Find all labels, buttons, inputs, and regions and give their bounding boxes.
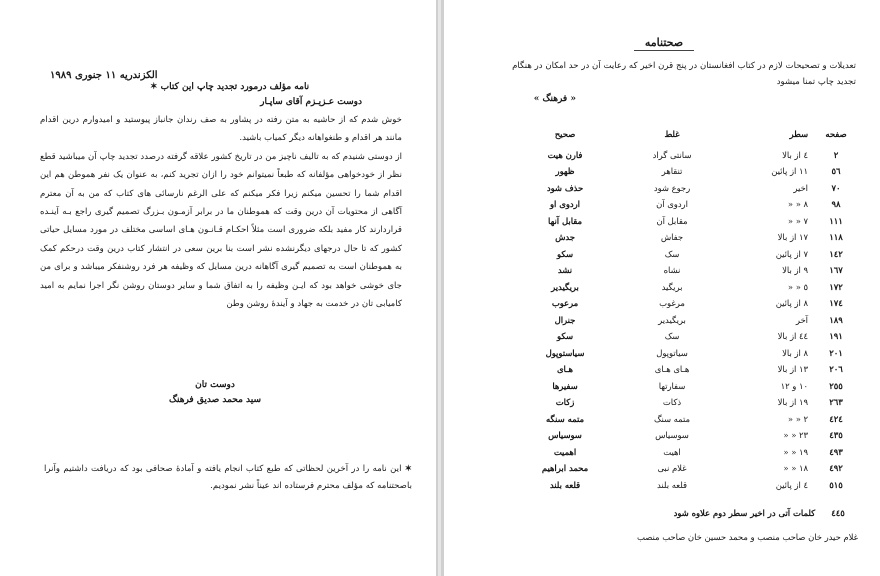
header-right: صحیح xyxy=(554,129,576,140)
table-row xyxy=(502,196,858,213)
header-wrong: غلط xyxy=(664,129,680,140)
heading-underline xyxy=(634,50,694,51)
errata-rows xyxy=(502,147,858,494)
cell-page: ۱٦۷ xyxy=(829,265,843,276)
table-row xyxy=(502,361,858,378)
cell-wrong: سانتی گراد xyxy=(652,149,692,160)
letter-closing: دوست تان xyxy=(195,380,235,390)
extra-page-number: ٤٤٥ xyxy=(831,508,845,518)
errata-author: « فرهنگ » xyxy=(533,94,576,104)
letter-paragraph-2: از دوستی شنیدم که به تالیف ناچیز من در تاریخ کشور علاقه گرفته درصدد تجدید چاپ آن میباشید قطع نظر از خودخواهی مؤلفانه که طبعاً نمیتوانم خود را ازان تجرید کنم، به عنوان یک نفر هموطن هم این اقدام شما را تحسین میکنم زیرا فکر میکنم که علی الرغم نارسائی های کتاب که من به آن معترم آگاهی از محتویات آن درین وقت که هموطنان ما در برابر آزمـون بـزرگ تصمیم گیری راجع بـه آینـده قراردارند کار مفید بلکه ضروری است مثلاً احکـام قـانـون هـای اساسی مختلف در مورد مسایل حیاتی کشور که تا حال درجهای دیگرنشده نشر است بنا برین سعی در انتشار کتاب درین وقت درحکم کمک به هموطنان است به تصمیم گیری آگاهانه درین مسایل که وظیفه هر فرد روشنفکر میباشد و برای من جای خوشی خواهد بود که ایـن وظیفه را به اتفاق شما و سایر دوستان روشن نگر اجرا نمایم به امید کامیابی تان در خدمت به جهاد و آیندهٔ روشن وطن xyxy=(40,151,402,310)
cell-right: سکو xyxy=(557,248,573,259)
cell-page: ۲۰۱ xyxy=(829,347,843,358)
table-row xyxy=(502,444,858,461)
cell-line: ۲ « « xyxy=(787,413,808,424)
cell-wrong: سفارتها xyxy=(658,380,686,391)
cell-line: ۱۰ و ۱۲ xyxy=(780,380,808,391)
cell-right: جنرال xyxy=(554,314,576,325)
letter-signature: سید محمد صدیق فرهنگ xyxy=(168,395,262,405)
cell-page: ۷۰ xyxy=(831,182,841,193)
cell-line: ۹ از بالا xyxy=(782,265,808,276)
cell-page: ٥۱٥ xyxy=(829,479,843,490)
cell-line: ٤ از پائین xyxy=(775,479,808,490)
cell-wrong: بریگیدیر xyxy=(658,314,686,325)
cell-line: ۱۸ « « xyxy=(783,463,808,474)
footnote xyxy=(44,461,412,495)
cell-page: ۱۱۸ xyxy=(829,232,843,243)
errata-heading: صحتنامه xyxy=(644,36,684,49)
table-row xyxy=(502,213,858,230)
cell-page: ٤۳٥ xyxy=(829,430,843,441)
header-page: صفحه xyxy=(825,129,847,140)
cell-right: جدش xyxy=(555,232,575,243)
table-row xyxy=(502,411,858,428)
letter-signature-block xyxy=(140,378,290,408)
cell-page: ۲ xyxy=(833,149,839,160)
cell-wrong: رجوع شود xyxy=(653,182,691,193)
cell-page: ۱۸۹ xyxy=(829,314,843,325)
letter-paragraph-1: خوش شدم که از حاشیه به متن رفته در پشاور به صف رندان جانباز پیوستید و امیدوارم درین اقدام مانند هر اقدام و طنغواهانه دیگر کمیاب باشید. xyxy=(40,115,402,144)
cell-right: حذف شود xyxy=(546,182,584,193)
cell-page: ۱۹۱ xyxy=(829,331,843,342)
cell-page: ٤٢٤ xyxy=(829,413,843,424)
cell-line: ۱۷ از بالا xyxy=(777,232,808,243)
cell-page: ٤٩٣ xyxy=(829,446,843,457)
cell-page: ٤٩۲ xyxy=(829,463,843,474)
cell-wrong: اهیت xyxy=(663,446,681,457)
cell-page: ۲۰٦ xyxy=(829,364,843,375)
cell-wrong: بریگید xyxy=(661,281,683,292)
cell-right: سوسیاس xyxy=(548,430,582,441)
left-page xyxy=(0,0,436,576)
cell-right: قلعه بلند xyxy=(549,479,581,490)
cell-wrong: جفاش xyxy=(660,232,684,243)
cell-line: ٥ « « xyxy=(787,281,808,292)
table-row xyxy=(502,229,858,246)
cell-wrong: قلعه بلند xyxy=(657,479,687,490)
header-line: سطر xyxy=(789,129,808,140)
cell-page: ۱۷۲ xyxy=(829,281,843,292)
footnote-star-icon: ✶ xyxy=(404,464,412,474)
table-row xyxy=(502,312,858,329)
table-row xyxy=(502,246,858,263)
cell-right: اهمیت xyxy=(553,446,577,457)
table-row xyxy=(502,262,858,279)
cell-right: ظهور xyxy=(555,166,575,177)
letter-greeting: دوست عـزیـزم آقای ساپـار xyxy=(260,97,362,107)
cell-right: بریگیدیر xyxy=(551,281,579,292)
cell-line: ٤ از بالا xyxy=(782,149,808,160)
cell-right: متمه سنگه xyxy=(546,413,584,424)
table-row xyxy=(502,295,858,312)
table-row xyxy=(502,477,858,494)
errata-table-header xyxy=(502,126,858,143)
cell-wrong: سک xyxy=(664,331,680,342)
table-row xyxy=(502,427,858,444)
cell-right: سیاستوپول xyxy=(545,347,585,358)
table-row xyxy=(502,279,858,296)
cell-line: ۷ از پائین xyxy=(775,248,808,259)
cell-wrong: متمه سنگ xyxy=(653,413,691,424)
right-page xyxy=(444,0,880,576)
cell-page: ۹۸ xyxy=(831,199,841,210)
table-row xyxy=(502,378,858,395)
cell-wrong: اردوی آن xyxy=(656,199,688,210)
table-row xyxy=(502,460,858,477)
cell-line: ۱۱ از پائین xyxy=(771,166,808,177)
cell-wrong: ذکات xyxy=(662,397,682,408)
book-gutter xyxy=(436,0,444,576)
cell-right: مقابل آنها xyxy=(548,215,582,226)
cell-wrong: غلام نبی xyxy=(657,463,687,474)
cell-line: ۱۹ از بالا xyxy=(777,397,808,408)
cell-right: مرعوب xyxy=(551,298,579,309)
footnote-text: این نامه را در آخرین لحظاتی که طبع کتاب انجام یافته و آمادهٔ صحافی بود که دریافت داشتیم وآنرا باصحتنامه که مؤلف محترم فرستاده اند عیناً نشر نمودیم. xyxy=(44,464,412,491)
cell-wrong: مرغوب xyxy=(659,298,685,309)
table-row xyxy=(502,163,858,180)
table-row xyxy=(502,394,858,411)
cell-right: اردوی او xyxy=(550,199,580,210)
cell-wrong: نشاه xyxy=(663,265,681,276)
cell-right: زکات xyxy=(555,397,575,408)
cell-line: ۸ از پائین xyxy=(775,298,808,309)
cell-right: هـای xyxy=(557,364,573,375)
table-row xyxy=(502,328,858,345)
table-row xyxy=(502,345,858,362)
cell-line: ۱۳ از بالا xyxy=(777,364,808,375)
cell-page: ۲٥٥ xyxy=(829,380,843,391)
cell-line: ۱۹ « « xyxy=(783,446,808,457)
cell-line: اخیر xyxy=(793,182,808,193)
cell-wrong: هـای هـای xyxy=(654,364,690,375)
cell-page: ۱۷٤ xyxy=(829,298,843,309)
cell-line: ۷ « « xyxy=(787,215,808,226)
errata-table xyxy=(502,126,858,493)
cell-line: آخر xyxy=(795,314,808,325)
table-row xyxy=(502,147,858,164)
letter-date: الکزندریه ۱۱ جنوری ۱۹۸۹ xyxy=(50,70,158,81)
cell-line: ۸ از بالا xyxy=(782,347,808,358)
cell-wrong: سوسیاس xyxy=(655,430,689,441)
cell-right: سفیرها xyxy=(552,380,578,391)
errata-extra-note xyxy=(502,508,858,518)
cell-line: ۲۳ « « xyxy=(783,430,808,441)
errata-signers: غلام حیدر خان صاحب منصب و محمد حسین خان صاحب منصب xyxy=(637,532,858,542)
extra-note-text: کلمات آتی در اخیر سطر دوم علاوه شود xyxy=(673,508,816,518)
cell-line: ٤٤ از بالا xyxy=(777,331,808,342)
cell-wrong: مقابل آن xyxy=(656,215,688,226)
cell-line: ۸ « « xyxy=(787,199,808,210)
letter-body xyxy=(40,111,402,313)
cell-page: ۲٦۳ xyxy=(829,397,843,408)
letter-title: نامه مؤلف درمورد تجدید چاپ این کتاب ✶ xyxy=(150,82,310,92)
cell-right: فارن هیت xyxy=(547,149,583,160)
cell-page: ٥٦ xyxy=(831,166,841,177)
table-row xyxy=(502,180,858,197)
cell-right: سکو xyxy=(557,331,573,342)
cell-right: نشد xyxy=(557,265,573,276)
errata-intro: تعدیلات و تصحیحات لازم در کتاب افغانستان در پنج قرن اخیر که رعایت آن در حد امکان در هنگام تجدید چاپ تمنا میشود xyxy=(512,61,856,87)
cell-wrong: سیاتوپول xyxy=(656,347,688,358)
cell-wrong: تنقاهر xyxy=(661,166,683,177)
cell-page: ۱٤۲ xyxy=(829,248,843,259)
cell-wrong: سک xyxy=(664,248,680,259)
cell-right: محمد ابراهیم xyxy=(541,463,589,474)
cell-page: ۱۱۱ xyxy=(829,215,843,226)
